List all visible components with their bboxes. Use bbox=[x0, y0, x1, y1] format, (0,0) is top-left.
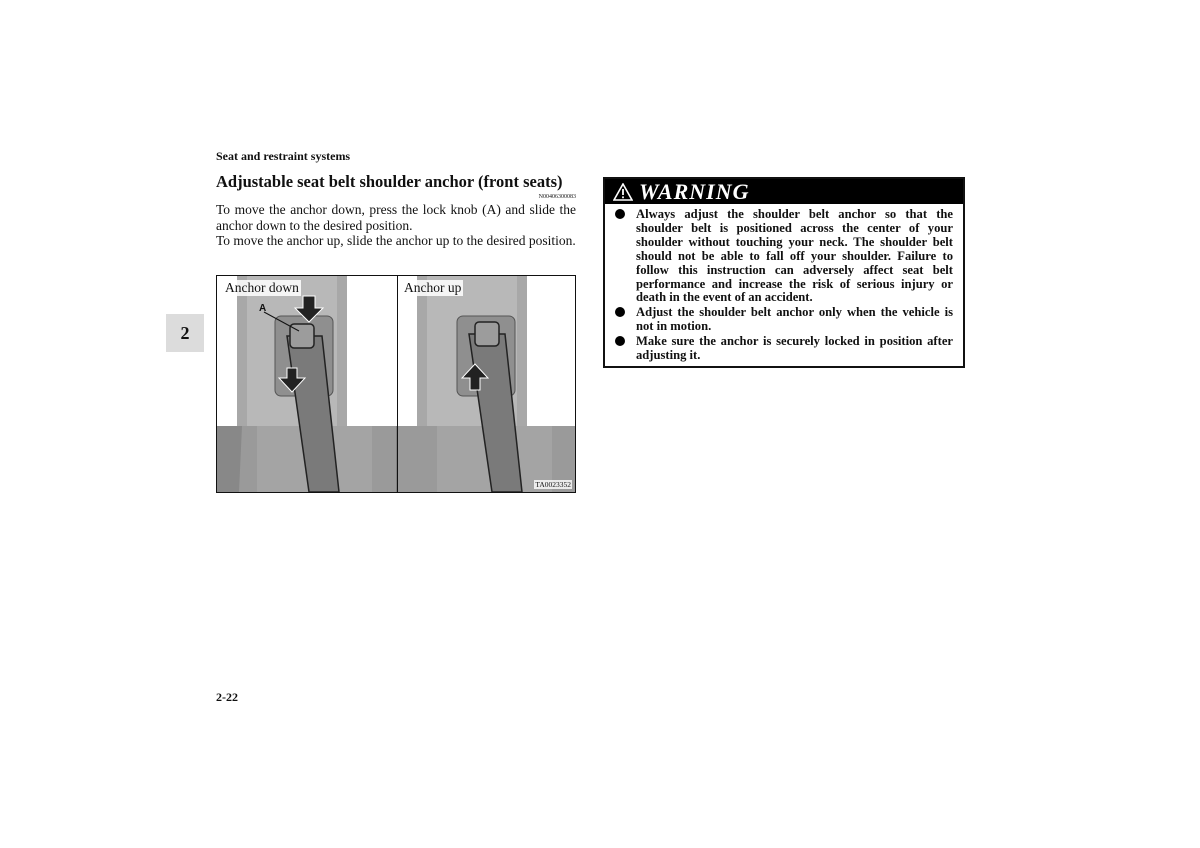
warning-item-text: Make sure the anchor is securely locked in position after adjusting it. bbox=[636, 334, 953, 363]
section-header: Seat and restraint systems bbox=[216, 149, 351, 163]
warning-item-text: Always adjust the shoulder belt anchor so that the shoulder belt is positioned across the center of your shoulder without touching your neck. The shoulder belt should not be able to fall off your shoulder. Failure to follow this instruction can adversely affect seat belt performance and increase the risk of serious injury or death in the event of an accident. bbox=[636, 207, 953, 305]
left-seat-side bbox=[217, 426, 242, 492]
warning-box bbox=[603, 177, 965, 368]
warning-title: WARNING bbox=[639, 178, 750, 204]
chapter-tab bbox=[166, 314, 204, 352]
seat-belt-figure bbox=[216, 275, 576, 493]
figure-label-anchor-up: Anchor up bbox=[404, 280, 462, 295]
page-number: 2-22 bbox=[216, 690, 238, 704]
warning-triangle-icon bbox=[613, 183, 633, 201]
instruction-paragraph-down: To move the anchor down, press the lock knob (A) and slide the anchor down to the desired position. bbox=[216, 202, 576, 233]
warning-item bbox=[615, 335, 953, 363]
warning-item bbox=[615, 208, 953, 305]
callout-letter: A bbox=[259, 303, 267, 314]
document-code: N00406300083 bbox=[538, 194, 576, 200]
warning-item bbox=[615, 306, 953, 334]
bullet-icon bbox=[615, 336, 625, 346]
figure-label-anchor-down: Anchor down bbox=[225, 280, 299, 295]
figure-illustration bbox=[217, 276, 575, 492]
instructions bbox=[216, 202, 576, 249]
page-title: Adjustable seat belt shoulder anchor (front seats) bbox=[216, 172, 563, 191]
warning-header bbox=[605, 179, 963, 204]
anchor-knob bbox=[475, 322, 499, 346]
warning-list bbox=[605, 204, 963, 363]
warning-item-text: Adjust the shoulder belt anchor only when the vehicle is not in motion. bbox=[636, 305, 953, 334]
chapter-number: 2 bbox=[180, 322, 190, 343]
bullet-icon bbox=[615, 307, 625, 317]
instruction-paragraph-up: To move the anchor up, slide the anchor up to the desired position. bbox=[216, 233, 576, 249]
figure-code: TA0023352 bbox=[535, 480, 571, 489]
bullet-icon bbox=[615, 209, 625, 219]
